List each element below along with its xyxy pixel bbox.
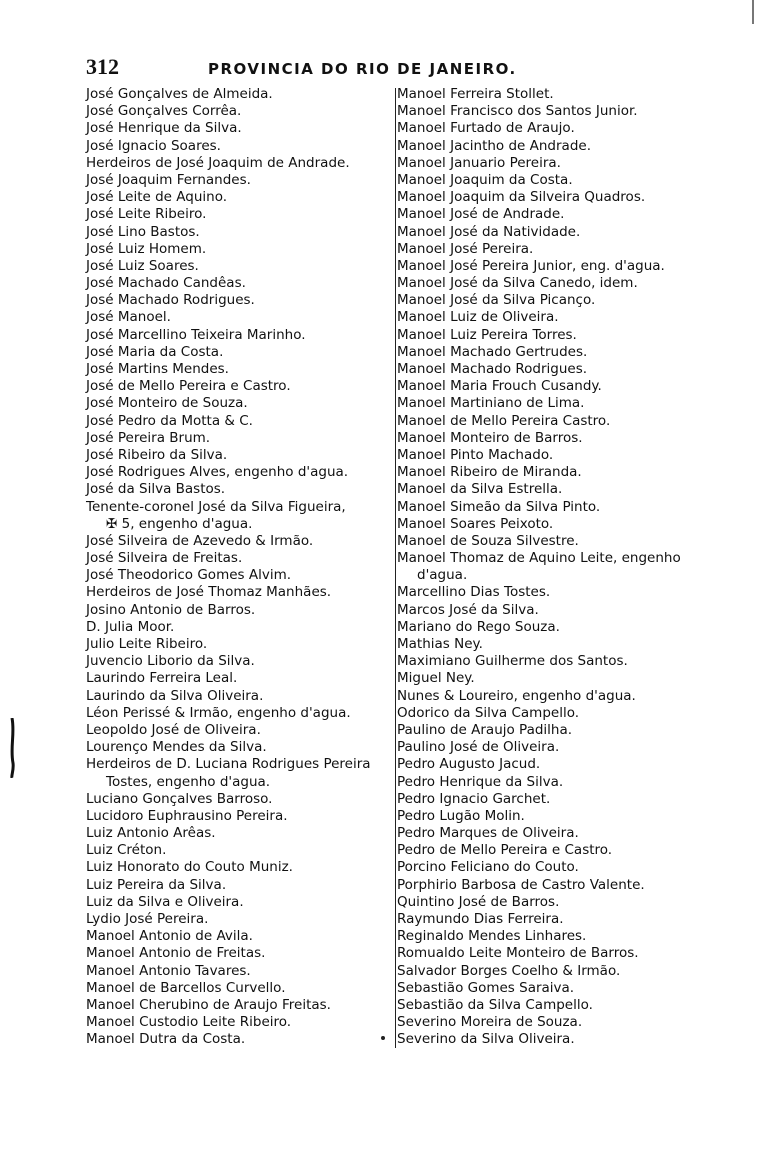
list-item: Manoel Machado Rodrigues. <box>397 361 588 377</box>
list-item: Luiz Créton. <box>86 842 167 859</box>
list-item: Manoel Machado Gertrudes. <box>397 343 588 360</box>
list-item: José Silveira de Azevedo & Irmão. <box>86 532 314 549</box>
list-item: Julio Leite Ribeiro. <box>86 636 208 652</box>
list-item: José Leite de Aquino. <box>86 189 228 206</box>
list-item: Pedro Lugão Molin. <box>397 807 525 824</box>
list-item: José Henrique da Silva. <box>86 120 242 137</box>
list-item: Manoel Francisco dos Santos Junior. <box>397 103 638 120</box>
list-item: José Pereira Brum. <box>86 429 211 446</box>
list-item: Josino Antonio de Barros. <box>86 601 256 618</box>
list-item: Luiz Pereira da Silva. <box>86 876 227 893</box>
list-item: Mathias Ney. <box>397 636 483 652</box>
list-item: Salvador Borges Coelho & Irmão. <box>397 962 621 979</box>
list-item: Manoel de Mello Pereira Castro. <box>397 412 611 429</box>
list-item: José Gonçalves de Almeida. <box>86 86 273 102</box>
list-item: Luiz da Silva e Oliveira. <box>86 893 244 910</box>
margin-ink-mark <box>8 718 16 778</box>
list-item: Manoel Pinto Machado. <box>397 446 554 463</box>
list-item: Pedro Henrique da Silva. <box>397 773 564 790</box>
list-item: Manoel José da Natividade. <box>397 223 581 240</box>
list-item: Manoel Thomaz de Aquino Leite, engenho <box>397 550 681 567</box>
list-item: Laurindo Ferreira Leal. <box>86 670 238 687</box>
stray-dot <box>381 1036 385 1040</box>
list-item: José Gonçalves Corrêa. <box>86 103 242 120</box>
list-item: Manoel Monteiro de Barros. <box>397 429 583 446</box>
list-item: Herdeiros de José Joaquim de Andrade. <box>86 154 350 171</box>
list-item: Manoel Simeão da Silva Pinto. <box>397 498 601 515</box>
list-item: Manoel Soares Peixoto. <box>397 515 554 532</box>
list-item: Herdeiros de José Thomaz Manhães. <box>86 584 332 601</box>
list-item: Pedro Marques de Oliveira. <box>397 825 579 842</box>
list-item: Sebastião Gomes Saraiva. <box>397 979 575 996</box>
list-item: Maximiano Guilherme dos Santos. <box>397 653 628 670</box>
list-item: José da Silva Bastos. <box>86 481 226 498</box>
list-item: José Ignacio Soares. <box>86 137 221 154</box>
list-item: Manoel José de Andrade. <box>397 206 565 223</box>
list-item: Manoel Joaquim da Silveira Quadros. <box>397 189 646 206</box>
list-item: Nunes & Loureiro, engenho d'agua. <box>397 687 636 704</box>
list-item: Manoel José Pereira Junior, eng. d'agua. <box>397 257 665 274</box>
list-item: Manoel Antonio Tavares. <box>86 962 251 979</box>
page-number: 312 <box>86 54 119 79</box>
page-header <box>86 54 686 82</box>
list-item: Manoel Maria Frouch Cusandy. <box>397 378 602 395</box>
list-item: José Leite Ribeiro. <box>86 206 207 223</box>
list-item: Luiz Honorato do Couto Muniz. <box>86 859 293 876</box>
corner-mark <box>752 0 754 24</box>
running-title: PROVINCIA DO RIO DE JANEIRO. <box>208 60 517 78</box>
list-item: Severino Moreira de Souza. <box>397 1014 583 1031</box>
list-item: Manoel de Souza Silvestre. <box>397 532 579 549</box>
list-item: Lourenço Mendes da Silva. <box>86 739 267 756</box>
list-item: Manoel Martiniano de Lima. <box>397 395 585 412</box>
list-item: ✠ 5, engenho d'agua. <box>106 515 253 532</box>
list-item: Miguel Ney. <box>397 670 475 687</box>
list-item: José Silveira de Freitas. <box>86 550 243 567</box>
list-item: José Pedro da Motta & C. <box>86 412 253 429</box>
list-item: José Ribeiro da Silva. <box>86 446 228 463</box>
list-item: José Joaquim Fernandes. <box>86 171 251 188</box>
list-item: Manoel Joaquim da Costa. <box>397 171 573 188</box>
list-item: Paulino José de Oliveira. <box>397 739 560 756</box>
list-item: José Martins Mendes. <box>86 361 229 377</box>
list-item: José Luiz Soares. <box>86 257 199 274</box>
list-item: José Manoel. <box>86 309 171 326</box>
list-item: José Machado Rodrigues. <box>86 292 255 309</box>
list-item: Manoel Dutra da Costa. <box>86 1031 246 1048</box>
list-item: Manoel Ribeiro de Miranda. <box>397 464 582 481</box>
list-item: Juvencio Liborio da Silva. <box>86 653 255 670</box>
list-item: Manoel Antonio de Freitas. <box>86 945 266 962</box>
list-item: Manoel Custodio Leite Ribeiro. <box>86 1014 292 1031</box>
list-item: Severino da Silva Oliveira. <box>397 1031 575 1048</box>
list-item: Lucidoro Euphrausino Pereira. <box>86 807 288 824</box>
list-item: Pedro de Mello Pereira e Castro. <box>397 842 613 859</box>
list-item: José Luiz Homem. <box>86 240 207 257</box>
list-item: Herdeiros de D. Luciana Rodrigues Pereira <box>86 756 371 773</box>
list-item: Odorico da Silva Campello. <box>397 704 580 721</box>
list-item: Manoel Ferreira Stollet. <box>397 86 554 102</box>
list-item: Manoel José da Silva Canedo, idem. <box>397 275 638 292</box>
list-item: Raymundo Dias Ferreira. <box>397 911 564 927</box>
list-item: Manoel Luiz Pereira Torres. <box>397 326 577 343</box>
list-item: Sebastião da Silva Campello. <box>397 996 593 1013</box>
list-item: José Monteiro de Souza. <box>86 395 248 412</box>
list-item: José de Mello Pereira e Castro. <box>86 378 291 395</box>
list-item: Reginaldo Mendes Linhares. <box>397 928 587 945</box>
list-item: Manoel José Pereira. <box>397 240 534 257</box>
list-item: Quintino José de Barros. <box>397 893 560 910</box>
list-item: Pedro Ignacio Garchet. <box>397 790 551 807</box>
list-item: Manoel Jacintho de Andrade. <box>397 137 591 154</box>
list-item: Lydio José Pereira. <box>86 911 209 927</box>
list-item: D. Julia Moor. <box>86 618 175 635</box>
list-item: Laurindo da Silva Oliveira. <box>86 687 264 704</box>
list-item: Marcellino Dias Tostes. <box>397 584 551 601</box>
list-item: Manoel Luiz de Oliveira. <box>397 309 559 326</box>
list-item: Manoel Antonio de Avila. <box>86 928 253 945</box>
list-item: Porphirio Barbosa de Castro Valente. <box>397 876 645 893</box>
list-item: Léon Perissé & Irmão, engenho d'agua. <box>86 704 351 721</box>
list-item: Paulino de Araujo Padilha. <box>397 721 573 738</box>
list-item: Manoel Furtado de Araujo. <box>397 120 575 137</box>
list-item: Luciano Gonçalves Barroso. <box>86 790 273 807</box>
left-column <box>86 86 398 1049</box>
list-item: Manoel de Barcellos Curvello. <box>86 979 286 996</box>
list-item: Manoel Cherubino de Araujo Freitas. <box>86 996 331 1013</box>
list-item: José Maria da Costa. <box>86 343 224 360</box>
list-item: Porcino Feliciano do Couto. <box>397 859 579 876</box>
list-item: Manoel José da Silva Picanço. <box>397 292 596 309</box>
list-item: José Theodorico Gomes Alvim. <box>86 567 292 584</box>
list-item: José Marcellino Teixeira Marinho. <box>86 326 306 343</box>
right-column <box>397 86 709 1049</box>
list-item: Marcos José da Silva. <box>397 601 539 618</box>
list-item: Tenente-coronel José da Silva Figueira, <box>86 498 346 515</box>
list-item: José Rodrigues Alves, engenho d'agua. <box>86 464 349 481</box>
list-item: Manoel Januario Pereira. <box>397 154 561 171</box>
list-item: José Lino Bastos. <box>86 223 200 240</box>
list-item: José Machado Candêas. <box>86 275 246 292</box>
list-item: Mariano do Rego Souza. <box>397 618 560 635</box>
list-item: Luiz Antonio Arêas. <box>86 825 216 842</box>
list-item: d'agua. <box>417 567 468 584</box>
list-item: Tostes, engenho d'agua. <box>106 773 271 790</box>
list-item: Manoel da Silva Estrella. <box>397 481 563 498</box>
list-item: Leopoldo José de Oliveira. <box>86 721 261 738</box>
list-item: Pedro Augusto Jacud. <box>397 756 541 773</box>
column-divider <box>395 88 396 1048</box>
list-item: Romualdo Leite Monteiro de Barros. <box>397 945 639 962</box>
